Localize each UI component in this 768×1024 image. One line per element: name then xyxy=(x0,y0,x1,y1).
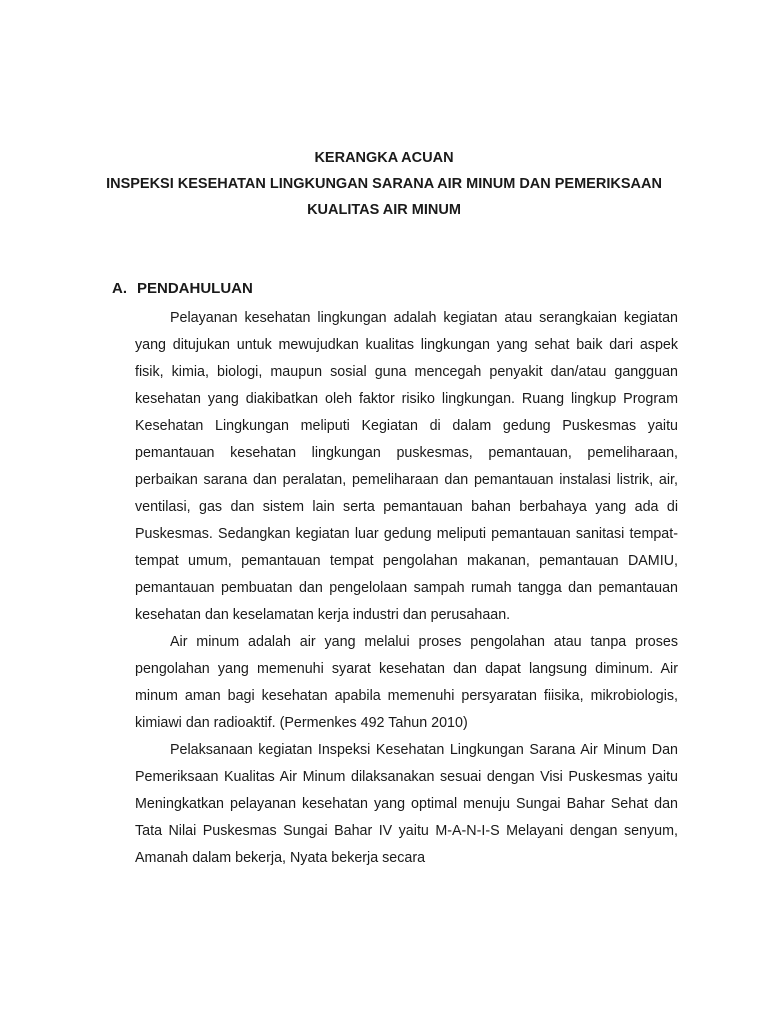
paragraph-3: Pelaksanaan kegiatan Inspeksi Kesehatan Lingkungan Sarana Air Minum Dan Pemeriksaan Kualitas Air Minum dilaksanakan sesuai dengan Visi Puskesmas yaitu Meningkatkan pelayanan kesehatan yang optimal menuju Sungai Bahar Sehat dan Tata Nilai Puskesmas Sungai Bahar IV yaitu M-A-N-I-S Melayani dengan senyum, Amanah dalam bekerja, Nyata bekerja secara xyxy=(135,742,678,866)
title-line-3: KUALITAS AIR MINUM xyxy=(307,202,461,218)
section-letter: A. xyxy=(112,280,127,297)
title-line-2: INSPEKSI KESEHATAN LINGKUNGAN SARANA AIR MINUM DAN PEMERIKSAAN xyxy=(106,176,662,192)
section-title: PENDAHULUAN xyxy=(137,280,253,297)
title-line-1: KERANGKA ACUAN xyxy=(314,150,454,166)
document-title xyxy=(0,145,768,223)
section-heading xyxy=(112,279,253,299)
paragraph-1: Pelayanan kesehatan lingkungan adalah kegiatan atau serangkaian kegiatan yang ditujukan untuk mewujudkan kualitas lingkungan yang sehat baik dari aspek fisik, kimia, biologi, maupun sosial guna mencegah penyakit dan/atau gangguan kesehatan yang diakibatkan oleh faktor risiko lingkungan. Ruang lingkup Program Kesehatan Lingkungan meliputi Kegiatan di dalam gedung Puskesmas yaitu pemantauan kesehatan lingkungan puskesmas, pemantauan, pemeliharaan, perbaikan sarana dan peralatan, pemeliharaan dan pemantauan instalasi listrik, air, ventilasi, gas dan sistem lain serta pemantauan bahan berbahaya yang ada di Puskesmas. Sedangkan kegiatan luar gedung meliputi pemantauan sanitasi tempat-tempat umum, pemantauan tempat pengolahan makanan, pemantauan DAMIU, pemantauan pembuatan dan pengelolaan sampah rumah tangga dan pemantauan kesehatan dan keselamatan kerja industri dan perusahaan. xyxy=(135,310,678,623)
section-body xyxy=(135,305,678,872)
paragraph-2: Air minum adalah air yang melalui proses pengolahan atau tanpa proses pengolahan yang memenuhi syarat kesehatan dan dapat langsung diminum. Air minum aman bagi kesehatan apabila memenuhi persyaratan fiisika, mikrobiologis, kimiawi dan radioaktif. (Permenkes 492 Tahun 2010) xyxy=(135,634,678,731)
